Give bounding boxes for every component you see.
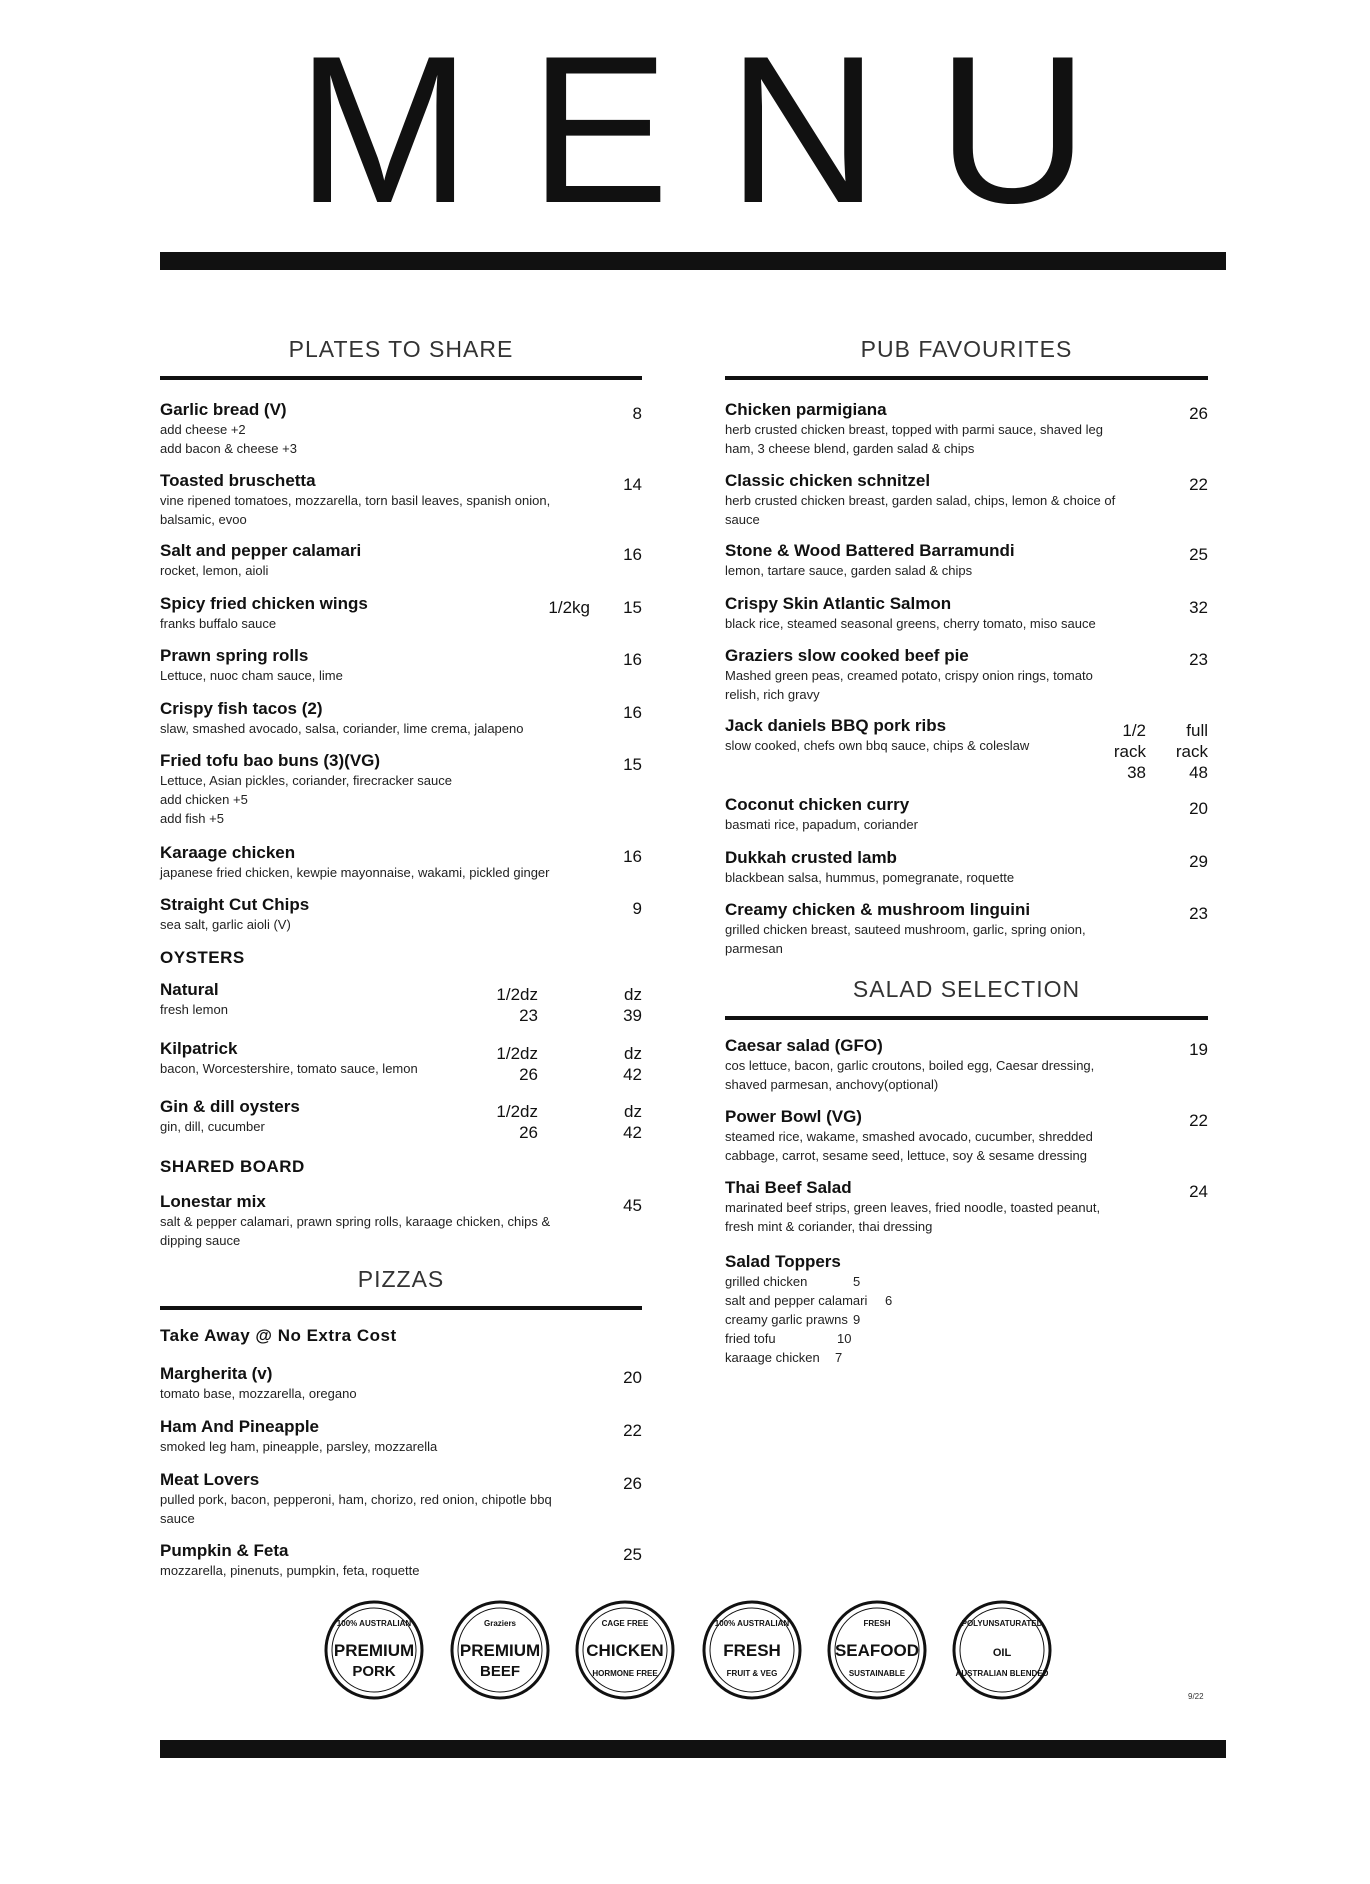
item-price: 16 (623, 650, 642, 669)
item-desc: Lettuce, Asian pickles, coriander, firecracker sauce (160, 773, 452, 788)
logo-text-sub: BEEF (479, 1663, 521, 1680)
toppers-lines (725, 1272, 1208, 1367)
item-desc: tomato base, mozzarella, oregano (160, 1386, 357, 1401)
item-desc: black rice, steamed seasonal greens, cherry tomato, miso sauce (725, 616, 1096, 631)
topper-line (725, 1329, 1208, 1348)
fresh-seafood-logo (829, 1602, 925, 1698)
logo-text-main: CHICKEN (586, 1641, 664, 1660)
item-price: 32 (1189, 598, 1208, 617)
item-price: 19 (1189, 1040, 1208, 1059)
topper-line (725, 1348, 1208, 1367)
certification-logos (322, 1595, 1062, 1705)
item-size: 1/2kg (548, 598, 590, 617)
item-desc: fresh mint & coriander, thai dressing (725, 1219, 933, 1234)
item-desc: steamed rice, wakame, smashed avocado, cucumber, shredded (725, 1129, 1093, 1144)
item-desc: slow cooked, chefs own bbq sauce, chips & coleslaw (725, 738, 1030, 753)
topper-price: 6 (885, 1293, 893, 1308)
menu-item (725, 646, 1208, 704)
item-name: Kilpatrick (160, 1039, 238, 1058)
half-dozen-price: 26 (519, 1123, 538, 1142)
item-desc: fresh lemon (160, 1002, 228, 1017)
item-name: Caesar salad (GFO) (725, 1036, 883, 1055)
item-name: Spicy fried chicken wings (160, 594, 368, 613)
item-price: 16 (623, 847, 642, 866)
item-name: Salt and pepper calamari (160, 541, 362, 560)
item-price: 45 (623, 1196, 642, 1215)
topper-price: 10 (837, 1331, 852, 1346)
item-name: Margherita (v) (160, 1364, 273, 1383)
half-dozen-label: 1/2dz (496, 1102, 538, 1121)
dozen-price: 42 (623, 1123, 642, 1142)
item-desc: vine ripened tomatoes, mozzarella, torn basil leaves, spanish onion, (160, 493, 551, 508)
ribs-half-label: rack (1113, 742, 1146, 761)
item-price: 25 (623, 1545, 642, 1564)
item-desc: basmati rice, papadum, coriander (725, 817, 918, 832)
oyster-item (160, 1039, 642, 1084)
half-dozen-price: 26 (519, 1065, 538, 1084)
item-price: 16 (623, 545, 642, 564)
logo-text-top: POLYUNSATURATED (961, 1619, 1043, 1628)
item-name: Graziers slow cooked beef pie (725, 646, 969, 665)
shared-board-heading: SHARED BOARD (160, 1157, 305, 1176)
item-desc: rocket, lemon, aioli (160, 563, 269, 578)
logo-text-sub: SUSTAINABLE (848, 1669, 906, 1678)
item-price: 15 (623, 755, 642, 774)
item-desc: pulled pork, bacon, pepperoni, ham, chorizo, red onion, chipotle bbq (160, 1492, 552, 1507)
section-rule (725, 376, 1208, 380)
topper-label: creamy garlic prawns (725, 1312, 848, 1327)
topper-label: salt and pepper calamari (725, 1293, 868, 1308)
topper-line (725, 1310, 1208, 1329)
item-name: Karaage chicken (160, 843, 296, 862)
menu-item (725, 900, 1208, 958)
menu-item (725, 1036, 1208, 1094)
item-desc: add chicken +5 (160, 792, 248, 807)
item-desc: slaw, smashed avocado, salsa, coriander, lime crema, jalapeno (160, 721, 524, 736)
premium-pork-logo (326, 1602, 422, 1698)
item-desc: japanese fried chicken, kewpie mayonnaise, wakami, pickled ginger (160, 865, 550, 880)
oyster-dozen (623, 984, 642, 1026)
ribs-half-price: 38 (1127, 763, 1146, 782)
oyster-item (160, 980, 642, 1025)
item-name: Dukkah crusted lamb (725, 848, 897, 867)
logo-text-sub: PORK (352, 1663, 396, 1680)
cage-free-chicken-logo (577, 1602, 673, 1698)
section-rule (160, 376, 642, 380)
toppers-heading: Salad Toppers (725, 1252, 841, 1271)
item-price: 24 (1189, 1182, 1208, 1201)
half-dozen-price: 23 (519, 1006, 538, 1025)
dozen-label: dz (624, 1044, 642, 1063)
menu-item (160, 1541, 642, 1580)
section-heading-pizzas: PIZZAS (357, 1266, 445, 1292)
menu-item (725, 795, 1208, 834)
half-dozen-label: 1/2dz (496, 985, 538, 1004)
section-heading-plates: PLATES TO SHARE (288, 336, 514, 362)
item-name: Coconut chicken curry (725, 795, 910, 814)
menu-item (725, 1107, 1208, 1165)
topper-label: karaage chicken (725, 1350, 820, 1365)
item-desc: lemon, tartare sauce, garden salad & chips (725, 563, 973, 578)
logo-text-top: CAGE FREE (601, 1619, 649, 1628)
logo-text-top: Graziers (483, 1619, 517, 1628)
item-desc: cos lettuce, bacon, garlic croutons, boiled egg, Caesar dressing, (725, 1058, 1095, 1073)
item-desc: add cheese +2 (160, 422, 246, 437)
menu-item-ribs (725, 716, 1208, 782)
right-column (725, 330, 1208, 1530)
logo-text-top: 100% AUSTRALIAN (714, 1619, 790, 1628)
item-name: Crispy fish tacos (2) (160, 699, 323, 718)
item-name: Pumpkin & Feta (160, 1541, 289, 1560)
logo-text-main: FRESH (723, 1641, 781, 1660)
logo-text-main: PREMIUM (333, 1641, 415, 1660)
menu-item (160, 541, 642, 580)
item-name: Natural (160, 980, 219, 999)
item-desc: relish, rich gravy (725, 687, 820, 702)
section-rule (160, 1306, 642, 1310)
menu-item (160, 699, 642, 738)
item-price: 26 (1189, 404, 1208, 423)
section-heading-pub: PUB FAVOURITES (860, 336, 1073, 362)
salad-toppers (725, 1252, 1208, 1367)
item-name: Gin & dill oysters (160, 1097, 300, 1116)
item-name: Thai Beef Salad (725, 1178, 852, 1197)
item-name: Chicken parmigiana (725, 400, 887, 419)
item-desc: herb crusted chicken breast, topped with parmi sauce, shaved leg (725, 422, 1103, 437)
dozen-label: dz (624, 1102, 642, 1121)
item-desc: add fish +5 (160, 811, 224, 826)
section-heading-salad: SALAD SELECTION (852, 976, 1081, 1002)
premium-beef-logo (452, 1602, 548, 1698)
item-price: 22 (1189, 475, 1208, 494)
left-column (160, 330, 642, 1590)
item-desc: sea salt, garlic aioli (V) (160, 917, 291, 932)
menu-item (160, 751, 642, 828)
logo-text-sub: FRUIT & VEG (726, 1669, 778, 1678)
item-name: Lonestar mix (160, 1192, 266, 1211)
ribs-half-label: 1/2 (1122, 721, 1146, 740)
menu-item (725, 1178, 1208, 1236)
topper-price: 5 (853, 1274, 861, 1289)
logos-svg (322, 1595, 1062, 1705)
item-desc: salt & pepper calamari, prawn spring rolls, karaage chicken, chips & (160, 1214, 551, 1229)
item-name: Creamy chicken & mushroom linguini (725, 900, 1031, 919)
item-desc: Lettuce, nuoc cham sauce, lime (160, 668, 343, 683)
logo-text-main: PREMIUM (459, 1641, 541, 1660)
version-code: 9/22 (1188, 1692, 1204, 1701)
fresh-fruit-veg-logo (704, 1602, 800, 1698)
logo-text-main: OIL (992, 1647, 1012, 1659)
item-name: Prawn spring rolls (160, 646, 309, 665)
section-rule (725, 1016, 1208, 1020)
menu-item (160, 1417, 642, 1456)
menu-item (160, 1470, 642, 1528)
menu-item (160, 1192, 642, 1250)
item-name: Crispy Skin Atlantic Salmon (725, 594, 952, 613)
polyunsaturated-oil-logo (954, 1602, 1050, 1698)
topper-label: grilled chicken (725, 1274, 808, 1289)
item-desc: ham, 3 cheese blend, garden salad & chips (725, 441, 975, 456)
item-name: Jack daniels BBQ pork ribs (725, 716, 947, 735)
item-price: 25 (1189, 545, 1208, 564)
topper-line (725, 1272, 1208, 1291)
item-price: 8 (632, 404, 642, 423)
oyster-dozen (623, 1043, 642, 1085)
item-price: 22 (623, 1421, 642, 1440)
pizza-note: Take Away @ No Extra Cost (160, 1326, 397, 1345)
logo-text-top: FRESH (863, 1619, 891, 1628)
menu-item (160, 400, 642, 458)
item-name: Fried tofu bao buns (3)(VG) (160, 751, 381, 770)
item-price: 23 (1189, 650, 1208, 669)
topper-label: fried tofu (725, 1331, 776, 1346)
topper-line (725, 1291, 1208, 1310)
ribs-full-label: rack (1175, 742, 1208, 761)
menu-item (160, 1364, 642, 1403)
menu-item (160, 594, 642, 633)
item-name: Straight Cut Chips (160, 895, 310, 914)
ribs-full-price: 48 (1189, 763, 1208, 782)
dozen-price: 39 (623, 1006, 642, 1025)
item-desc: cabbage, carrot, sesame seed, lettuce, soy & sesame dressing (725, 1148, 1088, 1163)
oyster-half-dozen (496, 1101, 538, 1143)
logo-text-top: 100% AUSTRALIAN (336, 1619, 412, 1628)
oyster-item (160, 1097, 642, 1142)
ribs-full-label: full (1186, 721, 1208, 740)
ribs-half-rack (1114, 720, 1146, 783)
item-desc: shaved parmesan, anchovy(optional) (725, 1077, 939, 1092)
menu-item (725, 594, 1208, 633)
logo-text-sub: HORMONE FREE (592, 1669, 658, 1678)
topper-price: 7 (835, 1350, 843, 1365)
item-price: 9 (632, 899, 642, 918)
item-name: Classic chicken schnitzel (725, 471, 931, 490)
menu-title: MENU (296, 12, 1147, 247)
item-desc: bacon, Worcestershire, tomato sauce, lemon (160, 1061, 418, 1076)
item-name: Garlic bread (V) (160, 400, 287, 419)
menu-item (725, 848, 1208, 887)
dozen-label: dz (624, 985, 642, 1004)
menu-item (160, 895, 642, 934)
menu-item (160, 646, 642, 685)
item-name: Meat Lovers (160, 1470, 260, 1489)
item-desc: balsamic, evoo (160, 512, 247, 527)
dozen-price: 42 (623, 1065, 642, 1084)
item-desc: sauce (160, 1511, 195, 1526)
ribs-full-rack (1176, 720, 1208, 783)
item-desc: add bacon & cheese +3 (160, 441, 297, 456)
oyster-half-dozen (496, 1043, 538, 1085)
menu-item (725, 471, 1208, 529)
item-name: Stone & Wood Battered Barramundi (725, 541, 1015, 560)
item-desc: herb crusted chicken breast, garden salad, chips, lemon & choice of (725, 493, 1116, 508)
item-desc: mozzarella, pinenuts, pumpkin, feta, roquette (160, 1563, 420, 1578)
menu-item (725, 541, 1208, 580)
item-price: 26 (623, 1474, 642, 1493)
oysters-heading: OYSTERS (160, 948, 245, 967)
item-desc: smoked leg ham, pineapple, parsley, mozzarella (160, 1439, 438, 1454)
menu-item (160, 843, 642, 882)
item-desc: Mashed green peas, creamed potato, crispy onion rings, tomato (725, 668, 1093, 683)
item-price: 23 (1189, 904, 1208, 923)
item-price: 20 (623, 1368, 642, 1387)
item-price: 20 (1189, 799, 1208, 818)
item-name: Toasted bruschetta (160, 471, 316, 490)
item-name: Power Bowl (VG) (725, 1107, 862, 1126)
item-price: 16 (623, 703, 642, 722)
top-divider-bar (160, 252, 1226, 270)
menu-item (160, 471, 642, 529)
item-price: 22 (1189, 1111, 1208, 1130)
logo-text-sub: AUSTRALIAN BLENDED (955, 1669, 1049, 1678)
item-desc: sauce (725, 512, 760, 527)
oyster-half-dozen (496, 984, 538, 1026)
oyster-dozen (623, 1101, 642, 1143)
logo-text-main: SEAFOOD (834, 1641, 920, 1660)
bottom-divider-bar (160, 1740, 1226, 1758)
item-desc: franks buffalo sauce (160, 616, 277, 631)
half-dozen-label: 1/2dz (496, 1044, 538, 1063)
item-price: 14 (623, 475, 642, 494)
item-desc: blackbean salsa, hummus, pomegranate, roquette (725, 870, 1015, 885)
item-price: 29 (1189, 852, 1208, 871)
item-desc: gin, dill, cucumber (160, 1119, 265, 1134)
item-desc: parmesan (725, 941, 783, 956)
item-desc: dipping sauce (160, 1233, 241, 1248)
item-desc: marinated beef strips, green leaves, fried noodle, toasted peanut, (725, 1200, 1101, 1215)
item-price: 15 (623, 598, 642, 617)
item-desc: grilled chicken breast, sauteed mushroom, garlic, spring onion, (725, 922, 1086, 937)
topper-price: 9 (853, 1312, 861, 1327)
menu-item (725, 400, 1208, 458)
item-name: Ham And Pineapple (160, 1417, 320, 1436)
